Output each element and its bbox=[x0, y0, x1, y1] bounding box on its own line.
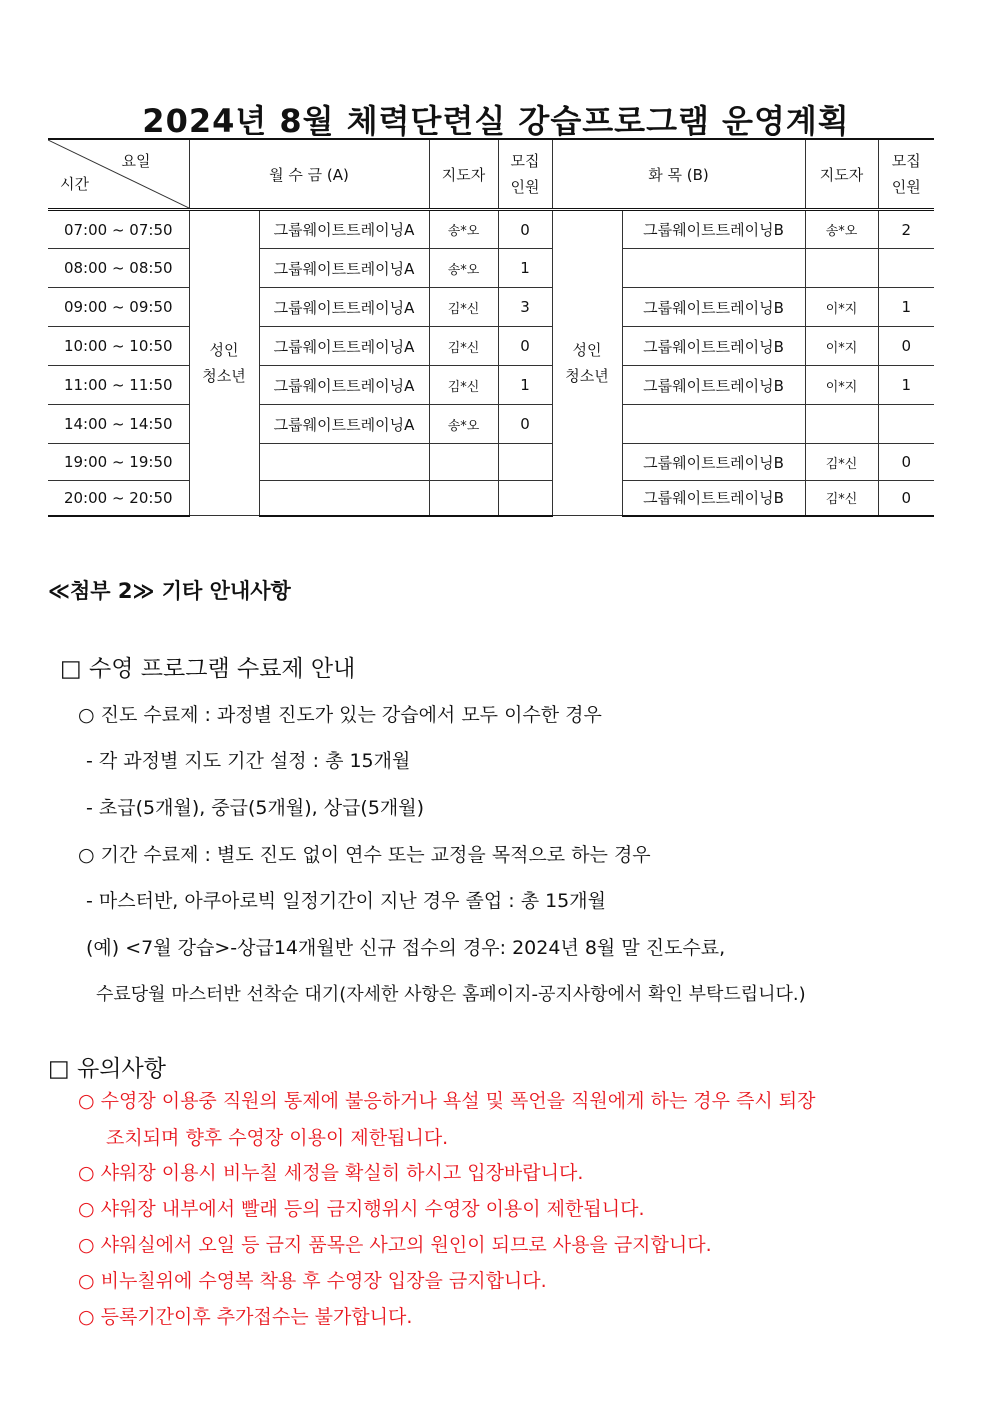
instructor-cell: 김*신 bbox=[429, 288, 498, 327]
header-group-a: 월 수 금 (A) bbox=[189, 139, 429, 210]
header-corner bbox=[48, 139, 189, 210]
count-cell: 1 bbox=[498, 249, 552, 288]
header-instructor-a: 지도자 bbox=[429, 139, 498, 210]
time-cell: 08:00 ~ 08:50 bbox=[48, 249, 189, 288]
program-cell: 그룹웨이트트레이닝B bbox=[622, 288, 805, 327]
swim-line-7: 수료당월 마스터반 선착순 대기(자세한 사항은 홈페이지-공지사항에서 확인 부탁드립니다.) bbox=[96, 984, 806, 1005]
program-cell bbox=[622, 405, 805, 444]
count-cell bbox=[878, 405, 934, 444]
notice-heading: □ 유의사항 bbox=[48, 1056, 166, 1082]
table-row bbox=[48, 288, 934, 327]
instructor-cell: 송*오 bbox=[429, 249, 498, 288]
page-title: 2024년 8월 체력단련실 강습프로그램 운영계획 bbox=[142, 102, 850, 140]
notice-line-6: ○ 등록기간이후 추가접수는 불가합니다. bbox=[78, 1306, 413, 1328]
count-cell: 2 bbox=[878, 210, 934, 249]
program-cell: 그룹웨이트트레이닝B bbox=[622, 366, 805, 405]
instructor-cell: 김*신 bbox=[805, 444, 878, 481]
count-cell: 0 bbox=[878, 444, 934, 481]
notice-line-1b: 조치되며 향후 수영장 이용이 제한됩니다. bbox=[106, 1127, 449, 1149]
count-cell: 1 bbox=[878, 366, 934, 405]
count-cell: 0 bbox=[498, 405, 552, 444]
instructor-cell: 김*신 bbox=[805, 481, 878, 516]
header-recruit-b: 모집 인원 bbox=[878, 139, 934, 210]
table-row bbox=[48, 444, 934, 481]
instructor-cell: 이*지 bbox=[805, 288, 878, 327]
time-cell: 14:00 ~ 14:50 bbox=[48, 405, 189, 444]
program-cell: 그룹웨이트트레이닝A bbox=[259, 327, 429, 366]
header-time: 시간 bbox=[60, 175, 89, 193]
instructor-cell: 김*신 bbox=[429, 366, 498, 405]
time-cell: 07:00 ~ 07:50 bbox=[48, 210, 189, 249]
notice-line-3: ○ 샤워장 내부에서 빨래 등의 금지행위시 수영장 이용이 제한됩니다. bbox=[78, 1198, 645, 1220]
count-cell: 0 bbox=[878, 481, 934, 516]
time-cell: 20:00 ~ 20:50 bbox=[48, 481, 189, 516]
count-cell bbox=[498, 444, 552, 481]
table-row bbox=[48, 366, 934, 405]
header-instructor-b: 지도자 bbox=[805, 139, 878, 210]
instructor-cell bbox=[429, 481, 498, 516]
header-group-b: 화 목 (B) bbox=[552, 139, 805, 210]
instructor-cell bbox=[805, 249, 878, 288]
swim-line-1: ○ 진도 수료제 : 과정별 진도가 있는 강습에서 모두 이수한 경우 bbox=[78, 704, 602, 726]
program-cell: 그룹웨이트트레이닝B bbox=[622, 210, 805, 249]
swim-line-3: - 초급(5개월), 중급(5개월), 상급(5개월) bbox=[86, 797, 425, 819]
instructor-cell: 김*신 bbox=[429, 327, 498, 366]
program-cell bbox=[622, 249, 805, 288]
count-cell: 1 bbox=[878, 288, 934, 327]
header-day: 요일 bbox=[121, 152, 151, 170]
swim-heading: □ 수영 프로그램 수료제 안내 bbox=[60, 656, 356, 682]
program-cell: 그룹웨이트트레이닝A bbox=[259, 288, 429, 327]
notice-line-1a: ○ 수영장 이용중 직원의 통제에 불응하거나 욕설 및 폭언을 직원에게 하는 경우 즉시 퇴장 bbox=[78, 1090, 816, 1112]
count-cell bbox=[498, 481, 552, 516]
count-cell: 0 bbox=[498, 327, 552, 366]
time-cell: 09:00 ~ 09:50 bbox=[48, 288, 189, 327]
notice-line-4: ○ 샤워실에서 오일 등 금지 품목은 사고의 원인이 되므로 사용을 금지합니다. bbox=[78, 1234, 712, 1256]
attachment-heading: ≪첨부 2≫ 기타 안내사항 bbox=[48, 579, 291, 603]
swim-line-5: - 마스터반, 아쿠아로빅 일정기간이 지난 경우 졸업 : 총 15개월 bbox=[86, 890, 606, 912]
table-row bbox=[48, 327, 934, 366]
program-cell bbox=[259, 481, 429, 516]
time-cell: 10:00 ~ 10:50 bbox=[48, 327, 189, 366]
instructor-cell: 송*오 bbox=[429, 405, 498, 444]
count-cell bbox=[878, 249, 934, 288]
table-row bbox=[48, 210, 934, 249]
target-cell-a: 성인 청소년 bbox=[189, 210, 259, 516]
notice-line-2: ○ 샤워장 이용시 비누칠 세정을 확실히 하시고 입장바랍니다. bbox=[78, 1162, 584, 1184]
time-cell: 11:00 ~ 11:50 bbox=[48, 366, 189, 405]
instructor-cell: 송*오 bbox=[805, 210, 878, 249]
instructor-cell: 송*오 bbox=[429, 210, 498, 249]
program-cell bbox=[259, 444, 429, 481]
instructor-cell bbox=[805, 405, 878, 444]
instructor-cell: 이*지 bbox=[805, 366, 878, 405]
table-row bbox=[48, 249, 934, 288]
swim-line-2: - 각 과정별 지도 기간 설정 : 총 15개월 bbox=[86, 750, 411, 772]
program-cell: 그룹웨이트트레이닝A bbox=[259, 210, 429, 249]
count-cell: 0 bbox=[878, 327, 934, 366]
table-row bbox=[48, 405, 934, 444]
program-cell: 그룹웨이트트레이닝A bbox=[259, 249, 429, 288]
count-cell: 1 bbox=[498, 366, 552, 405]
program-cell: 그룹웨이트트레이닝A bbox=[259, 366, 429, 405]
program-cell: 그룹웨이트트레이닝B bbox=[622, 444, 805, 481]
instructor-cell: 이*지 bbox=[805, 327, 878, 366]
swim-line-6: (예) <7월 강습>-상급14개월반 신규 접수의 경우: 2024년 8월 말 진도수료, bbox=[86, 937, 726, 959]
instructor-cell bbox=[429, 444, 498, 481]
table-row bbox=[48, 481, 934, 516]
count-cell: 3 bbox=[498, 288, 552, 327]
target-cell-b: 성인 청소년 bbox=[552, 210, 622, 516]
swim-line-4: ○ 기간 수료제 : 별도 진도 없이 연수 또는 교정을 목적으로 하는 경우 bbox=[78, 844, 651, 866]
notice-line-5: ○ 비누칠위에 수영복 착용 후 수영장 입장을 금지합니다. bbox=[78, 1270, 547, 1292]
count-cell: 0 bbox=[498, 210, 552, 249]
program-cell: 그룹웨이트트레이닝B bbox=[622, 481, 805, 516]
program-cell: 그룹웨이트트레이닝A bbox=[259, 405, 429, 444]
header-recruit-a: 모집 인원 bbox=[498, 139, 552, 210]
time-cell: 19:00 ~ 19:50 bbox=[48, 444, 189, 481]
schedule-table bbox=[48, 138, 934, 517]
program-cell: 그룹웨이트트레이닝B bbox=[622, 327, 805, 366]
